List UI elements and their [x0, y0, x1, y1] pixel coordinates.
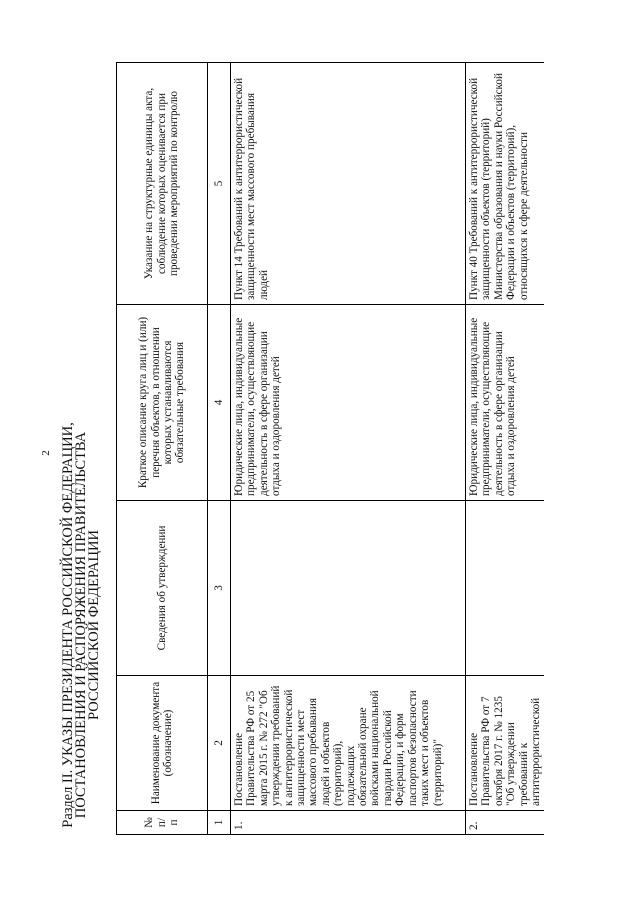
- approval-info: [231, 501, 466, 676]
- page-number: 2: [40, 450, 52, 456]
- header-subjects: Краткое описание круга лиц и (или) перечня объектов, в отношении которых устанавливаются обязательные требования: [117, 305, 208, 501]
- header-number: № п/п: [117, 811, 208, 835]
- structural-units: Пункт 14 Требований к антитеррористической защищенности мест массового пребывания людей: [231, 63, 466, 305]
- column-numbers-row: [208, 63, 231, 835]
- column-number: 5: [208, 63, 231, 305]
- subjects-description: Юридические лица, индивидуальные предприниматели, осуществляющие деятельность в сфере организации отдыха и оздоровления детей: [466, 305, 545, 501]
- column-number: 2: [208, 676, 231, 811]
- table-row: [231, 63, 466, 835]
- column-number: 1: [208, 811, 231, 835]
- subjects-description: Юридические лица, индивидуальные предприниматели, осуществляющие деятельность в сфере организации отдыха и оздоровления детей: [231, 305, 466, 501]
- row-number: 2.: [466, 811, 545, 835]
- column-number: 3: [208, 501, 231, 676]
- approval-info: [466, 501, 545, 676]
- table-header-row: [117, 63, 208, 835]
- document-name: Постановление Правительства РФ от 7 октября 2017 г. № 1235 "Об утверждении требований к антитеррористической: [466, 676, 545, 811]
- section-title: Раздел II. УКАЗЫ ПРЕЗИДЕНТА РОССИЙСКОЙ ФЕДЕРАЦИИ, ПОСТАНОВЛЕНИЯ И РАСПОРЯЖЕНИЯ ПРАВИТЕЛЬСТВА РОССИЙСКОЙ ФЕДЕРАЦИИ: [60, 422, 102, 828]
- table-row: [466, 63, 545, 835]
- structural-units: Пункт 40 Требований к антитеррористической защищенности объектов (территорий) Министерства образования и науки Российской Федерации и объектов (территорий), относящихся к сфере деятельности: [466, 63, 545, 305]
- document-name: Постановление Правительства РФ от 25 марта 2015 г. № 272 "Об утверждении требований к антитеррористической защищенности мест массового пребывания людей и объектов (территорий), подлежащих обязательной охране войсками национальной гвардии Российской Федерации, и форм паспортов безопасности таких мест и объектов (территорий)": [231, 676, 466, 811]
- requirements-table: [116, 62, 544, 835]
- header-document-name: Наименование документа (обозначение): [117, 676, 208, 811]
- header-structural-units: Указание на структурные единицы акта, соблюдение которых оценивается при проведении мероприятий по контролю: [117, 63, 208, 305]
- column-number: 4: [208, 305, 231, 501]
- row-number: 1.: [231, 811, 466, 835]
- header-approval-info: Сведения об утверждении: [117, 501, 208, 676]
